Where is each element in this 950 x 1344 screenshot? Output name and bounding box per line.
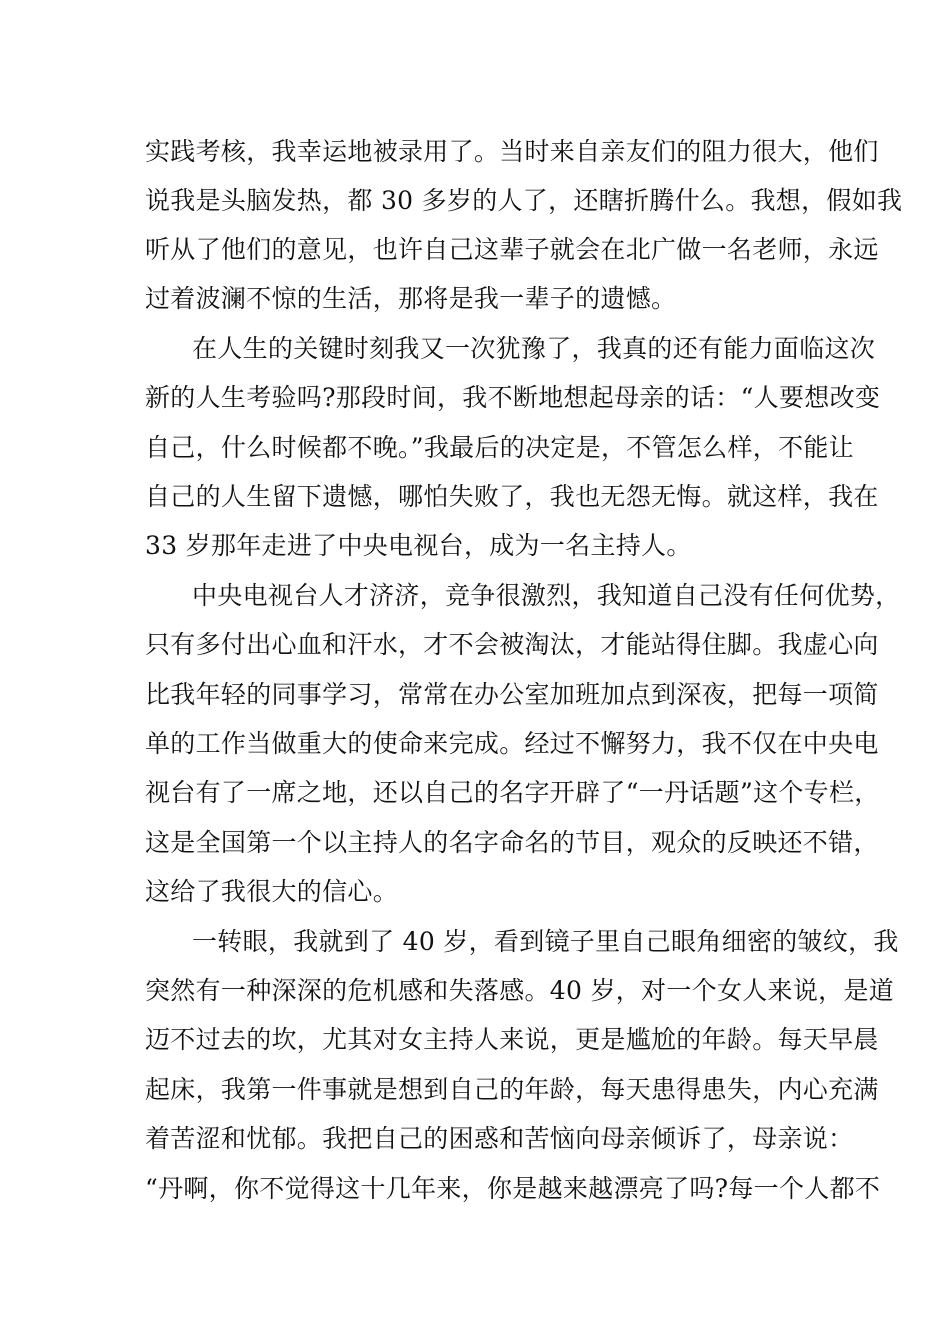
text-line: 比我年轻的同事学习，常常在办公室加班加点到深夜，把每一项简 xyxy=(145,680,879,709)
text-line: 33 岁那年走进了中央电视台，成为一名主持人。 xyxy=(145,531,692,560)
text-line: 迈不过去的坎，尤其对女主持人来说，更是尴尬的年龄。每天早晨 xyxy=(145,1025,879,1054)
text-line: 突然有一种深深的危机感和失落感。40 岁，对一个女人来说，是道 xyxy=(145,976,895,1005)
text-line: 听从了他们的意见，也许自己这辈子就会在北广做一名老师，永远 xyxy=(145,235,879,264)
text-line: 这给了我很大的信心。 xyxy=(145,877,399,906)
text-line: 只有多付出心血和汗水，才不会被淘汰，才能站得住脚。我虚心向 xyxy=(145,630,879,659)
text-line: 着苦涩和忧郁。我把自己的困惑和苦恼向母亲倾诉了，母亲说： xyxy=(145,1124,854,1153)
text-line: “丹啊，你不觉得这十几年来，你是越来越漂亮了吗?每一个人都不 xyxy=(145,1174,881,1203)
text-line: 视台有了一席之地，还以自己的名字开辟了“一丹话题”这个专栏， xyxy=(145,778,880,807)
text-line: 新的人生考验吗?那段时间，我不断地想起母亲的话：“人要想改变 xyxy=(145,383,881,412)
paragraph-first-line: 中央电视台人才济济，竞争很激烈，我知道自己没有任何优势， xyxy=(192,581,901,610)
text-line: 自己的人生留下遗憾，哪怕失败了，我也无怨无悔。就这样，我在 xyxy=(145,482,879,511)
text-line: 自己，什么时候都不晚。”我最后的决定是，不管怎么样，不能让 xyxy=(145,433,854,462)
paragraph-first-line: 在人生的关键时刻我又一次犹豫了，我真的还有能力面临这次 xyxy=(192,334,876,363)
text-line: 起床，我第一件事就是想到自己的年龄，每天患得患失，内心充满 xyxy=(145,1075,879,1104)
text-line: 这是全国第一个以主持人的名字命名的节目，观众的反映还不错， xyxy=(145,828,879,857)
paragraph-first-line: 一转眼，我就到了 40 岁，看到镜子里自己眼角细密的皱纹，我 xyxy=(192,927,899,956)
text-line: 过着波澜不惊的生活，那将是我一辈子的遗憾。 xyxy=(145,284,677,313)
text-line: 实践考核，我幸运地被录用了。当时来自亲友们的阻力很大，他们 xyxy=(145,137,879,166)
text-line: 单的工作当做重大的使命来完成。经过不懈努力，我不仅在中央电 xyxy=(145,729,879,758)
text-line: 说我是头脑发热，都 30 多岁的人了，还瞎折腾什么。我想，假如我 xyxy=(145,186,903,215)
